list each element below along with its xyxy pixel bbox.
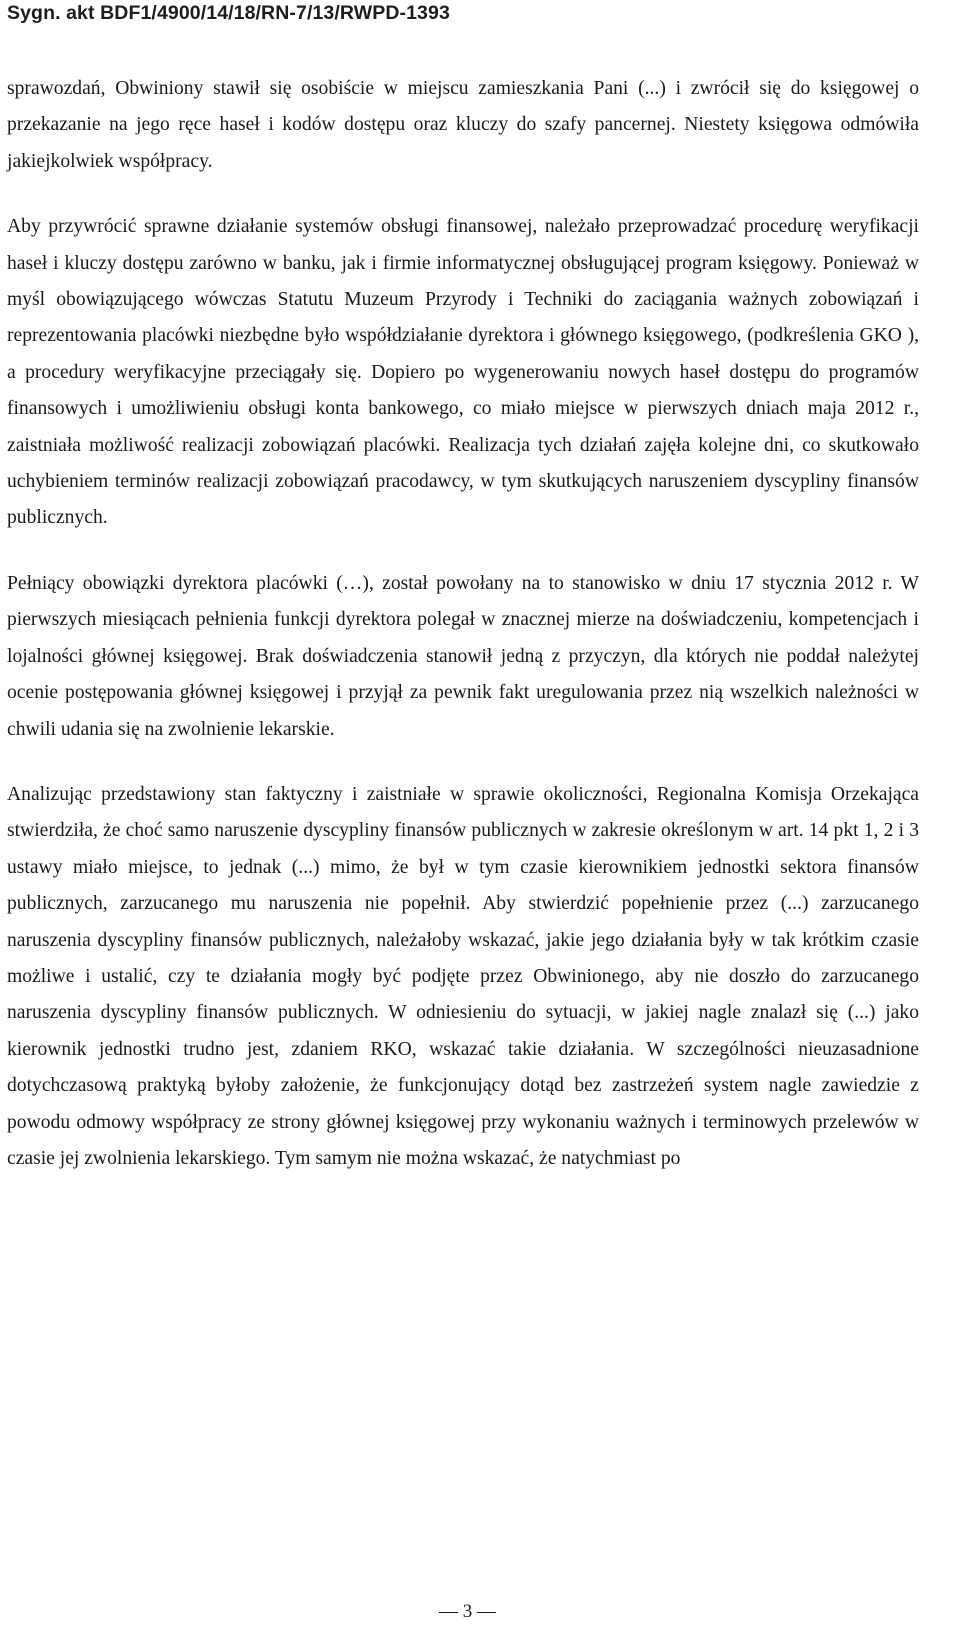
paragraph-spacer (7, 748, 919, 777)
paragraph-3: Pełniący obowiązki dyrektora placówki (…), został powołany na to stanowisko w dniu 17 stycznia 2012 r. W pierwszych miesiącach pełnienia funkcji dyrektora polegał w znacznej mierze na doświadczeniu, kompetencjach i lojalności głównej księgowej. Brak doświadczenia stanowił jedną z przyczyn, dla których nie poddał należytej ocenie postępowania głównej księgowej i przyjął za pewnik fakt uregulowania przez nią wszelkich należności w chwili udania się na zwolnienie lekarskie. (7, 572, 919, 740)
document-body (7, 71, 919, 1177)
paragraph-spacer (7, 180, 919, 209)
page-footer (0, 1598, 960, 1628)
paragraph-4: Analizując przedstawiony stan faktyczny i zaistniałe w sprawie okoliczności, Regionalna Komisja Orzekająca stwierdziła, że choć samo naruszenie dyscypliny finansów publicznych w zakresie określonym w art. 14 pkt 1, 2 i 3 ustawy miało miejsce, to jednak (...) mimo, że był w tym czasie kierownikiem jednostki sektora finansów publicznych, zarzucanego mu naruszenia nie popełnił. Aby stwierdzić popełnienie przez (...) zarzucanego naruszenia dyscypliny finansów publicznych, należałoby wskazać, jakie jego działania były w tak krótkim czasie możliwe i ustalić, czy te działania mogły być podjęte przez Obwinionego, aby nie doszło do zarzucanego naruszenia dyscypliny finansów publicznych. W odniesieniu do sytuacji, w jakiej nagle znalazł się (...) jako kierownik jednostki trudno jest, zdaniem RKO, wskazać takie działania. W szczególności nieuzasadnione dotychczasową praktyką byłoby założenie, że funkcjonujący dotąd bez zastrzeżeń system nagle zawiedzie z powodu odmowy współpracy ze strony głównej księgowej przy wykonaniu ważnych i terminowych przelewów w czasie jej zwolnienia lekarskiego. Tym samym nie można wskazać, że natychmiast po (7, 783, 919, 1169)
page-number: — 3 — (439, 1601, 496, 1622)
paragraph-spacer (7, 537, 919, 566)
paragraph-1: sprawozdań, Obwiniony stawił się osobiście w miejscu zamieszkania Pani (...) i zwrócił się do księgowej o przekazanie na jego ręce haseł i kodów dostępu oraz kluczy do szafy pancernej. Niestety księgowa odmówiła jakiejkolwiek współpracy. (7, 78, 919, 172)
case-signature: Sygn. akt BDF1/4900/14/18/RN-7/13/RWPD-1393 (7, 2, 450, 24)
paragraph-2: Aby przywrócić sprawne działanie systemów obsługi finansowej, należało przeprowadzać procedurę weryfikacji haseł i kluczy dostępu zarówno w banku, jak i firmie informatycznej obsługującej program księgowy. Ponieważ w myśl obowiązującego wówczas Statutu Muzeum Przyrody i Techniki do zaciągania ważnych zobowiązań i reprezentowania placówki niezbędne było współdziałanie dyrektora i głównego księgowego, (podkreślenia GKO ), a procedury weryfikacyjne przeciągały się. Dopiero po wygenerowaniu nowych haseł dostępu do programów finansowych i umożliwieniu obsługi konta bankowego, co miało miejsce w pierwszych dniach maja 2012 r., zaistniała możliwość realizacji zobowiązań placówki. Realizacja tych działań zajęła kolejne dni, co skutkowało uchybieniem terminów realizacji zobowiązań pracodawcy, w tym skutkujących naruszeniem dyscypliny finansów publicznych. (7, 216, 919, 529)
